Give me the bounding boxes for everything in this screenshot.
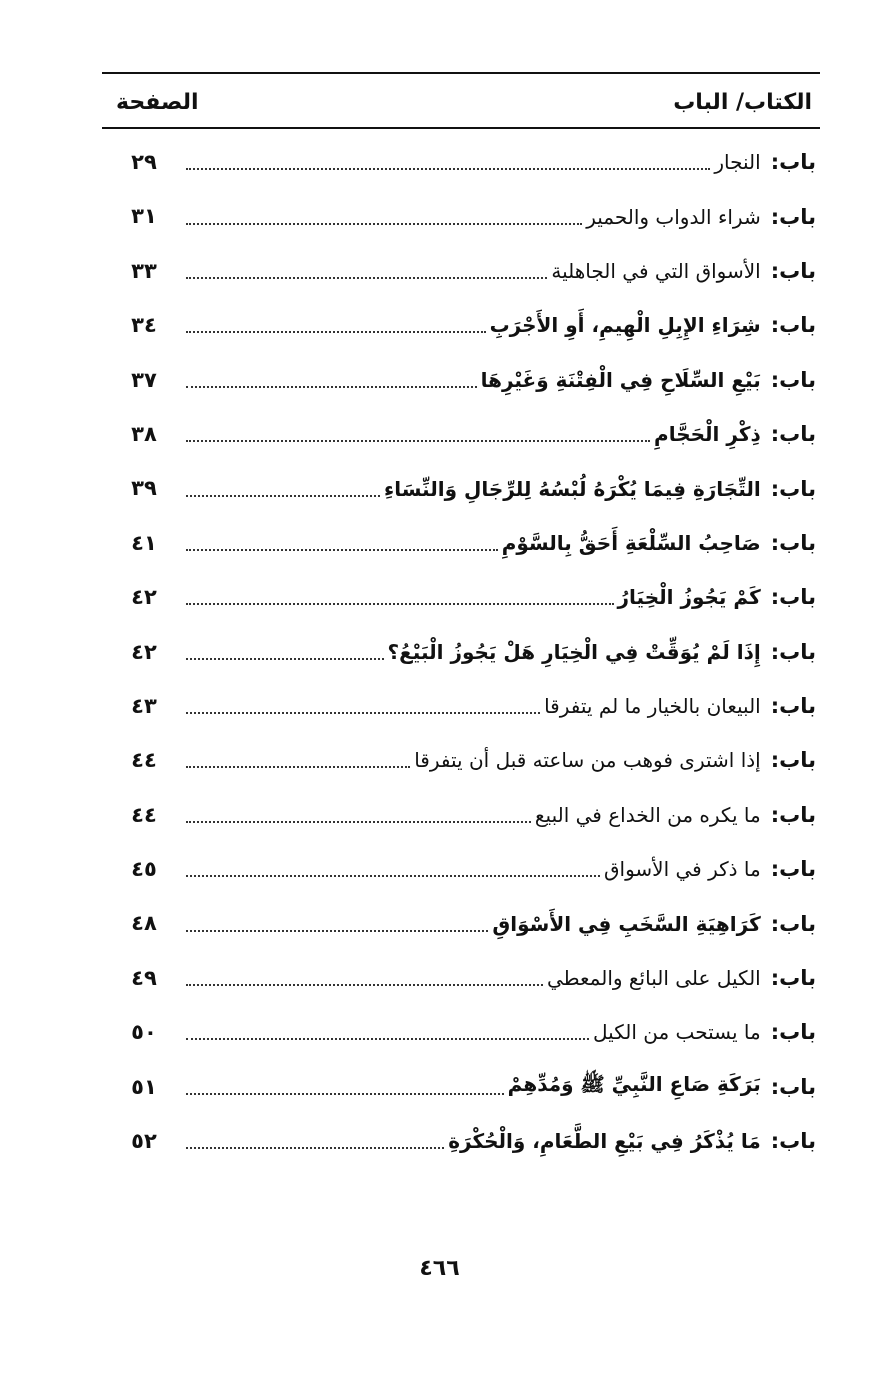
toc-entry [102,570,820,624]
toc-entry-page: ٤٥ [131,857,157,882]
toc-entry-title: إذا اشترى فوهب من ساعته قبل أن يتفرقا [414,748,761,773]
toc-entry-label: باب: [770,802,816,827]
header-top-rule [102,72,820,74]
toc-entry-label: باب: [770,150,816,175]
toc-entry-line [102,407,820,461]
toc-entry [102,1005,820,1059]
toc-entry-line [102,1114,820,1168]
header-chapter-title: الكتاب/ الباب [673,89,812,115]
toc-dot-leader [186,821,531,823]
toc-entry-label: باب: [770,1074,816,1099]
toc-entry-line [102,570,820,624]
toc-entry-label: باب: [770,694,816,719]
toc-entry [102,135,820,189]
toc-entry-title: ما يكره من الخداع في البيع [534,802,761,827]
header-page-label: الصفحة [116,89,199,115]
toc-entry-line [102,189,820,243]
toc-entry-line [102,353,820,407]
header-bottom-rule [102,127,820,129]
toc-entry-page: ٣٩ [131,476,157,501]
toc-entry-page: ٤٣ [131,693,157,718]
toc-entry-title: مَا يُذْكَرُ فِي بَيْعِ الطَّعَامِ، وَالْحُكْرَةِ [448,1129,761,1154]
toc-entry-title: بَيْعِ السِّلَاحِ فِي الْفِتْنَةِ وَغَيْرِهَا [480,367,761,392]
toc-entry-title: الأسواق التي في الجاهلية [551,258,761,283]
toc-dot-leader [186,331,486,333]
toc-entry [102,189,820,243]
toc-entry [102,1114,820,1168]
toc-dot-leader [186,766,410,768]
toc-entry-page: ٤٢ [131,639,157,664]
toc-entry [102,244,820,298]
toc-entry-label: باب: [770,422,816,447]
toc-entry-label: باب: [770,476,816,501]
toc-entry-label: باب: [770,1129,816,1154]
toc-entry-page: ٥١ [131,1074,157,1099]
toc-entry-page: ٤٤ [131,802,157,827]
toc-entry-line [102,461,820,515]
toc-dot-leader [186,658,384,660]
toc-entry-line [102,788,820,842]
toc-entry-line [102,842,820,896]
toc-entry-line [102,244,820,298]
toc-entry [102,842,820,896]
toc-entry-title: شراء الدواب والحمير [586,204,761,229]
toc-entry-page: ٣١ [131,204,157,229]
toc-entry [102,353,820,407]
page-number: ٤٦٦ [419,1256,460,1281]
toc-entry-label: باب: [770,313,816,338]
toc-entry-label: باب: [770,748,816,773]
toc-entry [102,788,820,842]
table-header [102,80,820,124]
toc-entry-line [102,733,820,787]
toc-entry-title: شِرَاءِ الإِبِلِ الْهِيمِ، أَوِ الأَجْرَبِ [489,313,761,338]
toc-entry-page: ٤٤ [131,748,157,773]
toc-dot-leader [186,168,710,170]
toc-entry [102,951,820,1005]
toc-entry-title: كَمْ يَجُوزُ الْخِيَارُ [617,585,761,610]
toc-dot-leader [186,712,540,714]
toc-entry-line [102,951,820,1005]
toc-dot-leader [186,984,543,986]
toc-dot-leader [186,930,488,932]
toc-entry-label: باب: [770,639,816,664]
toc-dot-leader [186,875,600,877]
toc-dot-leader [186,603,614,605]
toc-entry-page: ٤٩ [131,965,157,990]
toc-entry-line [102,1005,820,1059]
toc-entry-page: ٥٢ [131,1129,157,1154]
toc-entry-line [102,135,820,189]
toc-entry-label: باب: [770,966,816,991]
toc-entry-label: باب: [770,1020,816,1045]
toc-entry-title: بَرَكَةِ صَاعِ النَّبِيِّ ﷺ وَمُدِّهِمْ [507,1072,761,1097]
toc-entry [102,625,820,679]
toc-entry-title: البيعان بالخيار ما لم يتفرقا [544,694,761,719]
toc-entry-line [102,625,820,679]
toc-dot-leader [186,277,547,279]
toc-entry [102,516,820,570]
toc-entry [102,407,820,461]
toc-entry-label: باب: [770,857,816,882]
toc-entry-page: ٤٢ [131,585,157,610]
toc-entry-label: باب: [770,204,816,229]
toc-entry [102,298,820,352]
toc-entry-page: ٢٩ [131,150,157,174]
toc-dot-leader [186,440,650,442]
toc-entry [102,1060,820,1114]
toc-entry-title: كَرَاهِيَةِ السَّخَبِ فِي الأَسْوَاقِ [492,911,761,936]
toc-entry-page: ٣٧ [131,367,157,392]
toc-entry-line [102,298,820,352]
toc-entry-title: ذِكْرِ الْحَجَّامِ [654,422,761,447]
toc-entry-page: ٣٤ [131,313,157,338]
toc-entry-title: التِّجَارَةِ فِيمَا يُكْرَهُ لُبْسُهُ لِلرِّجَالِ وَالنِّسَاءِ [383,476,761,501]
toc-dot-leader [186,495,380,497]
toc-entry-page: ٤١ [131,530,157,555]
toc-dot-leader [186,1147,444,1149]
toc-entry-label: باب: [770,911,816,936]
toc-entry-label: باب: [770,258,816,283]
toc-dot-leader [186,549,498,551]
toc-entry [102,896,820,950]
toc-entry-line [102,516,820,570]
toc-entry-line [102,679,820,733]
toc-dot-leader [186,1093,504,1095]
toc-entry-title: ما يستحب من الكيل [593,1020,761,1045]
toc-entry-line [102,1060,820,1114]
toc-entry-label: باب: [770,367,816,392]
table-of-contents [102,135,820,1168]
toc-entry-page: ٣٨ [131,421,157,446]
toc-entry-label: باب: [770,530,816,555]
toc-entry-title: إِذَا لَمْ يُوَقِّتْ فِي الْخِيَارِ هَلْ يَجُوزُ الْبَيْعُ؟ [387,639,761,664]
toc-dot-leader [186,223,582,225]
toc-entry-line [102,896,820,950]
toc-entry [102,461,820,515]
toc-entry-title: ما ذكر في الأسواق [604,857,761,882]
toc-dot-leader [186,1038,589,1040]
toc-entry-page: ٥٠ [131,1020,157,1045]
toc-entry [102,679,820,733]
toc-entry-page: ٤٨ [131,911,157,936]
toc-entry-title: الكيل على البائع والمعطي [546,966,761,991]
toc-entry-title: صَاحِبُ السِّلْعَةِ أَحَقُّ بِالسَّوْمِ [501,530,761,555]
toc-dot-leader [186,386,477,388]
toc-entry-label: باب: [770,585,816,610]
toc-entry [102,733,820,787]
toc-entry-title: النجار [714,150,761,175]
toc-entry-page: ٣٣ [131,258,157,283]
